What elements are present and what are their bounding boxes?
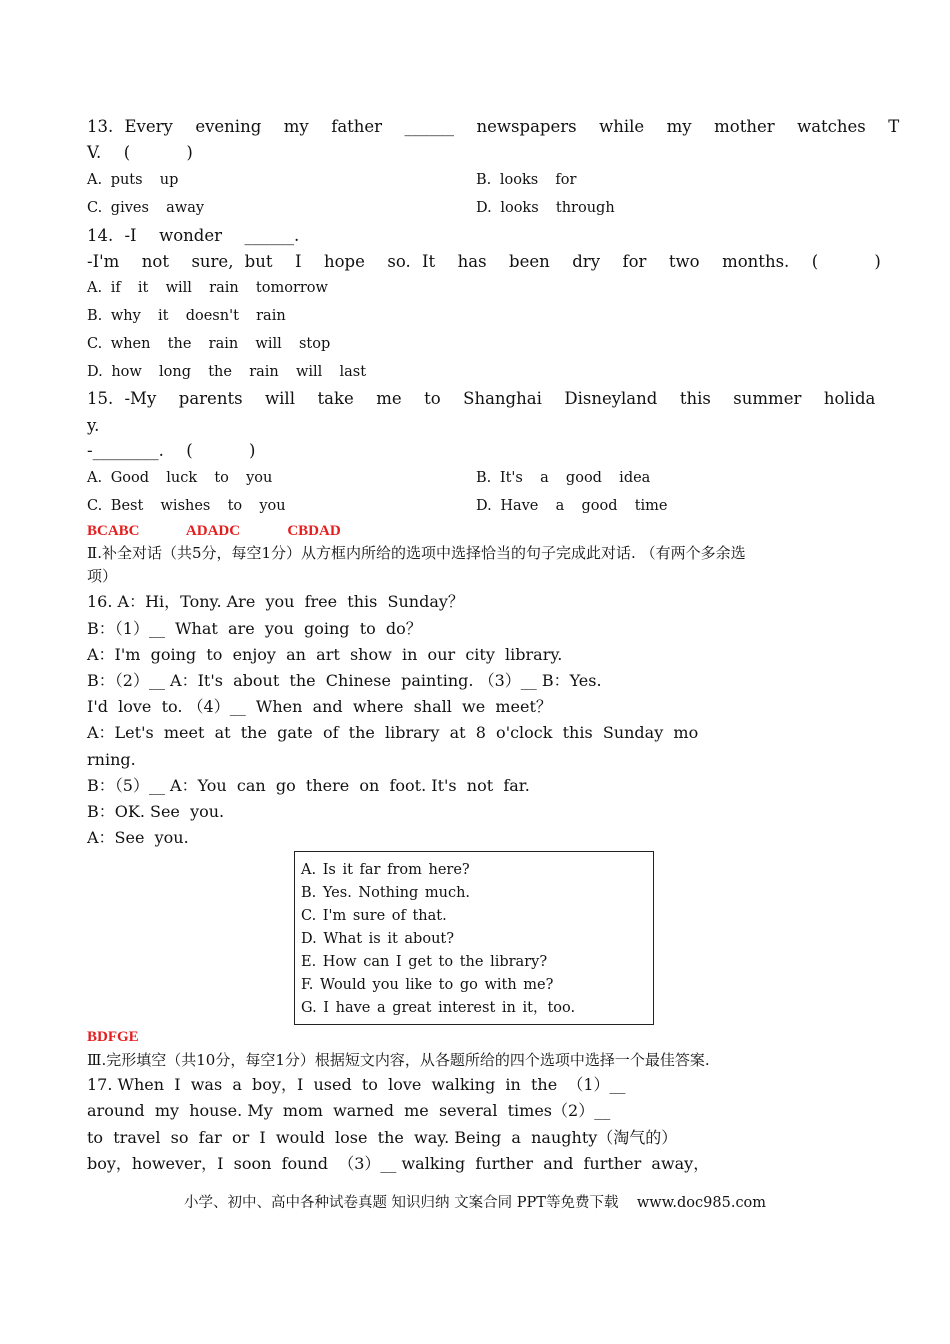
section3-heading: Ⅲ.完形填空（共10分，每空1分）根据短文内容，从各题所给的四个选项中选择一个最佳答案.: [87, 1051, 710, 1069]
q13-option-d: D. looks through: [476, 200, 615, 216]
passage-line: to travel so far or I would lose the way. Being a naughty（淘气的）: [87, 1128, 678, 1147]
q13-line1: 13. Every evening my father ______ newspapers while my mother watches T: [87, 117, 900, 136]
answer-key-1: BCABC ADADC CBDAD: [87, 523, 341, 539]
dialog-line: 16. A：Hi，Tony. Are you free this Sunday？: [87, 592, 464, 611]
box-option-g: G. I have a great interest in it，too.: [301, 1000, 576, 1016]
box-option-e: E. How can I get to the library?: [301, 954, 548, 970]
dialog-line: B：（2）__ A：It's about the Chinese painting. （3）__ B：Yes.: [87, 671, 602, 690]
passage-line: boy，however，I soon found （3）__ walking further and further away，: [87, 1154, 710, 1173]
q15-option-d: D. Have a good time: [476, 498, 668, 514]
box-option-a: A. Is it far from here?: [301, 862, 470, 878]
passage-line: 17. When I was a boy，I used to love walking in the （1）__: [87, 1075, 626, 1094]
q15-option-a: A. Good luck to you: [87, 470, 273, 486]
dialog-line: B：（5）__ A：You can go there on foot. It's not far.: [87, 776, 530, 795]
box-option-d: D. What is it about?: [301, 931, 455, 947]
dialog-line: I'd love to. （4）__ When and where shall we meet？: [87, 697, 552, 716]
q13-option-c: C. gives away: [87, 200, 205, 216]
dialog-line: A：Let's meet at the gate of the library at 8 o'clock this Sunday mo: [87, 723, 699, 742]
q15-option-c: C. Best wishes to you: [87, 498, 286, 514]
options-box: [294, 851, 654, 1025]
q15-line3: -________. ( ): [87, 441, 256, 460]
dialog-line: A：See you.: [87, 828, 189, 847]
section2-heading: Ⅱ.补全对话（共5分，每空1分）从方框内所给的选项中选择恰当的句子完成此对话. （有两个多余选: [87, 544, 746, 562]
dialog-line: rning.: [87, 750, 136, 769]
answer-key-2: BDFGE: [87, 1029, 139, 1045]
q14-option-a: A. if it will rain tomorrow: [87, 280, 328, 296]
q13-option-b: B. looks for: [476, 172, 577, 188]
q15-option-b: B. It's a good idea: [476, 470, 651, 486]
q14-option-d: D. how long the rain will last: [87, 364, 367, 380]
q14-option-b: B. why it doesn't rain: [87, 308, 286, 324]
page-footer: 小学、初中、高中各种试卷真题 知识归纳 文案合同 PPT等免费下载 www.doc985.com: [183, 1195, 767, 1211]
q14-line2: -I'm not sure, but I hope so. It has been dry for two months. ( ): [87, 252, 881, 271]
dialog-line: A：I'm going to enjoy an art show in our city library.: [87, 645, 563, 664]
section2-heading-cont: 项）: [87, 567, 118, 585]
q15-line2: y.: [87, 416, 100, 435]
box-option-b: B. Yes. Nothing much.: [301, 885, 471, 901]
box-option-c: C. I'm sure of that.: [301, 908, 447, 924]
q13-option-a: A. puts up: [87, 172, 179, 188]
q15-line1: 15. -My parents will take me to Shanghai Disneyland this summer holida: [87, 389, 876, 408]
dialog-line: B：（1）__ What are you going to do？: [87, 619, 422, 638]
q13-line2: V. ( ): [87, 143, 193, 162]
box-option-f: F. Would you like to go with me?: [301, 977, 554, 993]
dialog-line: B：OK. See you.: [87, 802, 225, 821]
q14-line1: 14. -I wonder ______.: [87, 226, 300, 245]
q14-option-c: C. when the rain will stop: [87, 336, 331, 352]
passage-line: around my house. My mom warned me several times（2）__: [87, 1101, 611, 1120]
